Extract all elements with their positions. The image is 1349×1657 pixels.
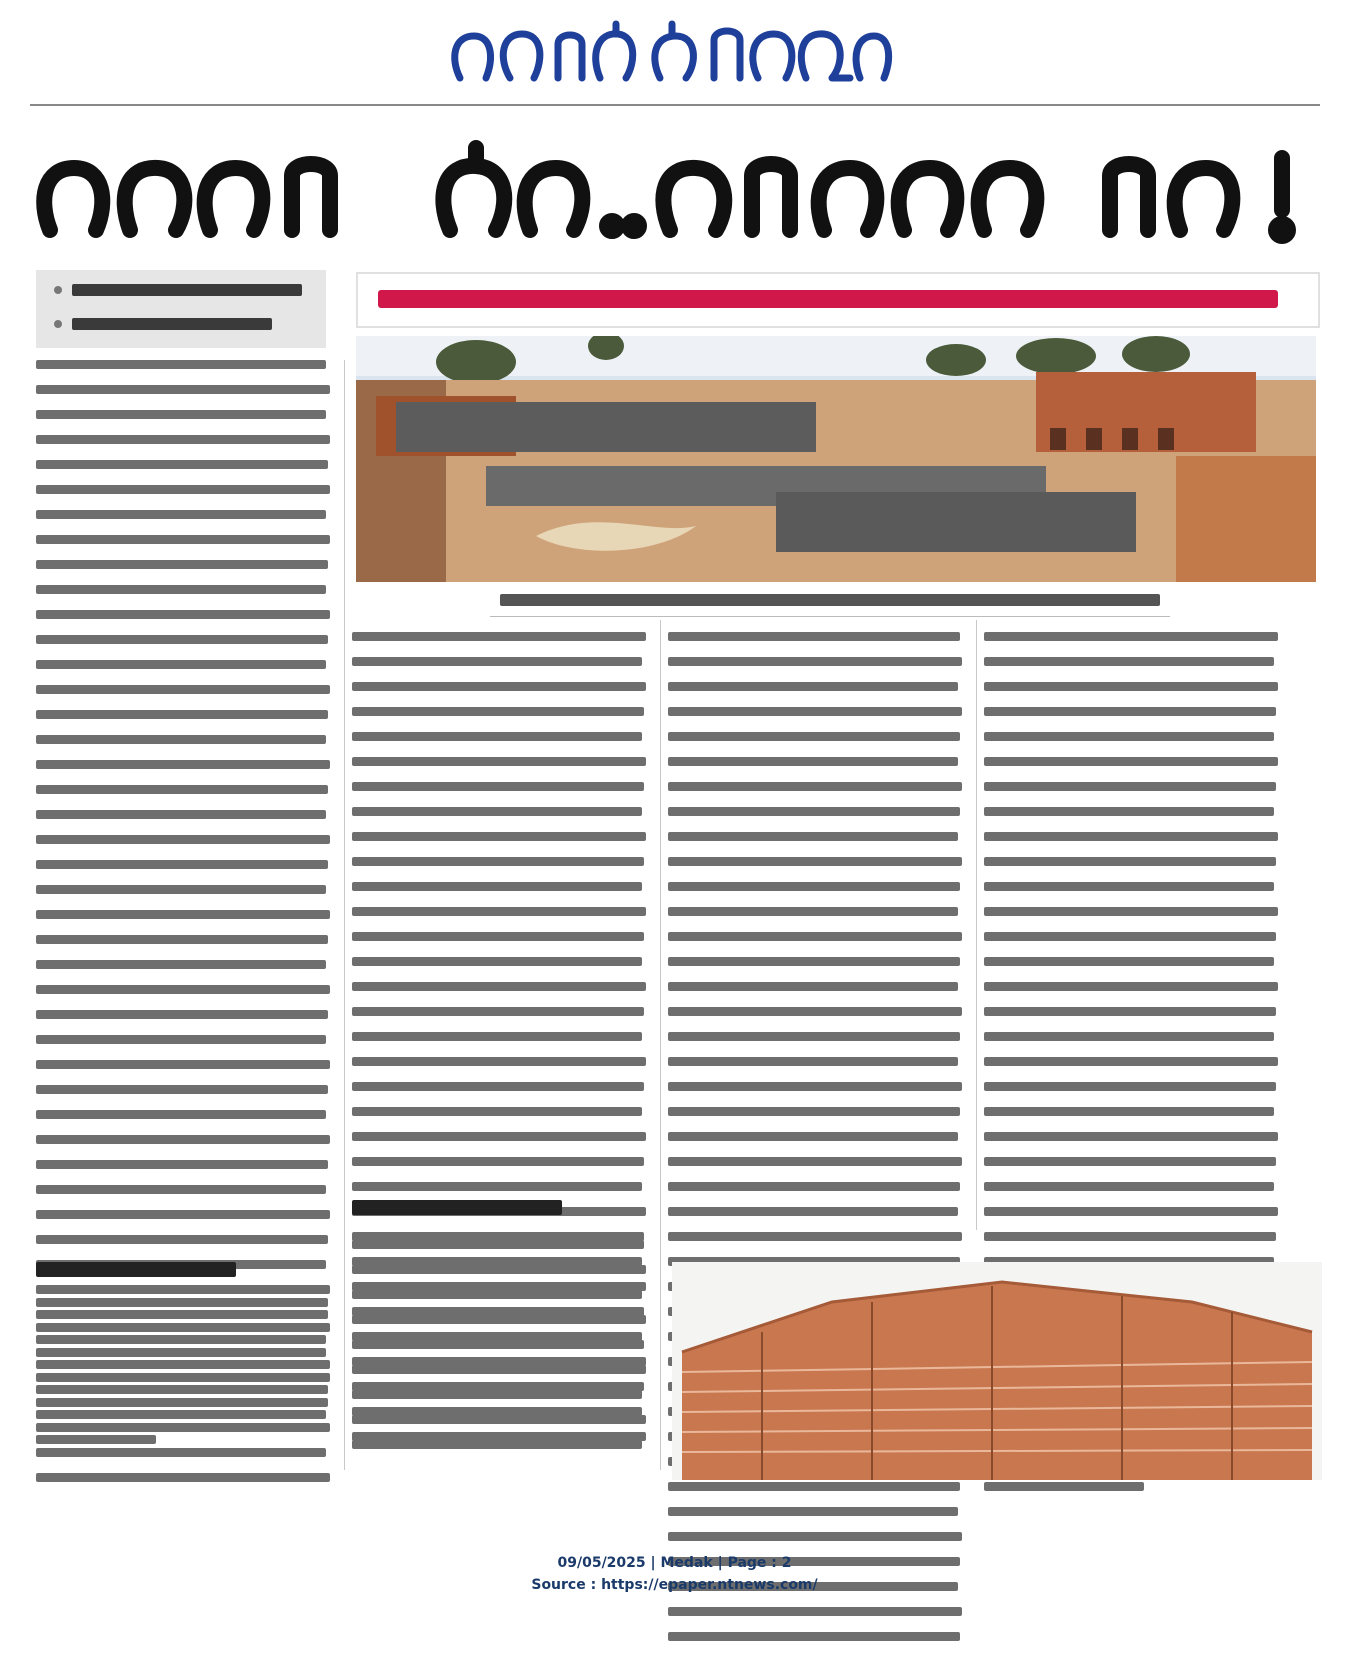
bullet-icon (54, 286, 62, 294)
brick-kiln-photo (356, 336, 1316, 582)
headline (30, 140, 1320, 250)
masthead-logo (440, 18, 900, 90)
highlight-line (72, 318, 272, 330)
subheadline-text (378, 290, 1278, 308)
footer-source-line: Source : https://epaper.ntnews.com/ (531, 1577, 818, 1593)
article-column-2-continued (352, 1240, 652, 1465)
highlights-box (36, 270, 326, 348)
photo-caption-text (500, 594, 1160, 606)
article-column-3 (668, 632, 968, 1657)
brick-stack-photo (672, 1262, 1322, 1480)
subheadline-banner (356, 272, 1320, 328)
column-rule (344, 360, 345, 1470)
highlight-line (72, 284, 302, 296)
page-footer (0, 1552, 1349, 1596)
column-2-subhead (352, 1200, 562, 1215)
photo-caption (490, 588, 1170, 617)
column-rule (660, 620, 661, 1470)
footer-date-line: 09/05/2025 | Medak | Page : 2 (557, 1555, 792, 1571)
article-column-1-continued (36, 1298, 336, 1498)
column-rule (976, 620, 977, 1230)
column-1-subhead (36, 1262, 236, 1277)
masthead-rule (30, 104, 1320, 106)
bullet-icon (54, 320, 62, 328)
article-column-1 (36, 360, 336, 1460)
